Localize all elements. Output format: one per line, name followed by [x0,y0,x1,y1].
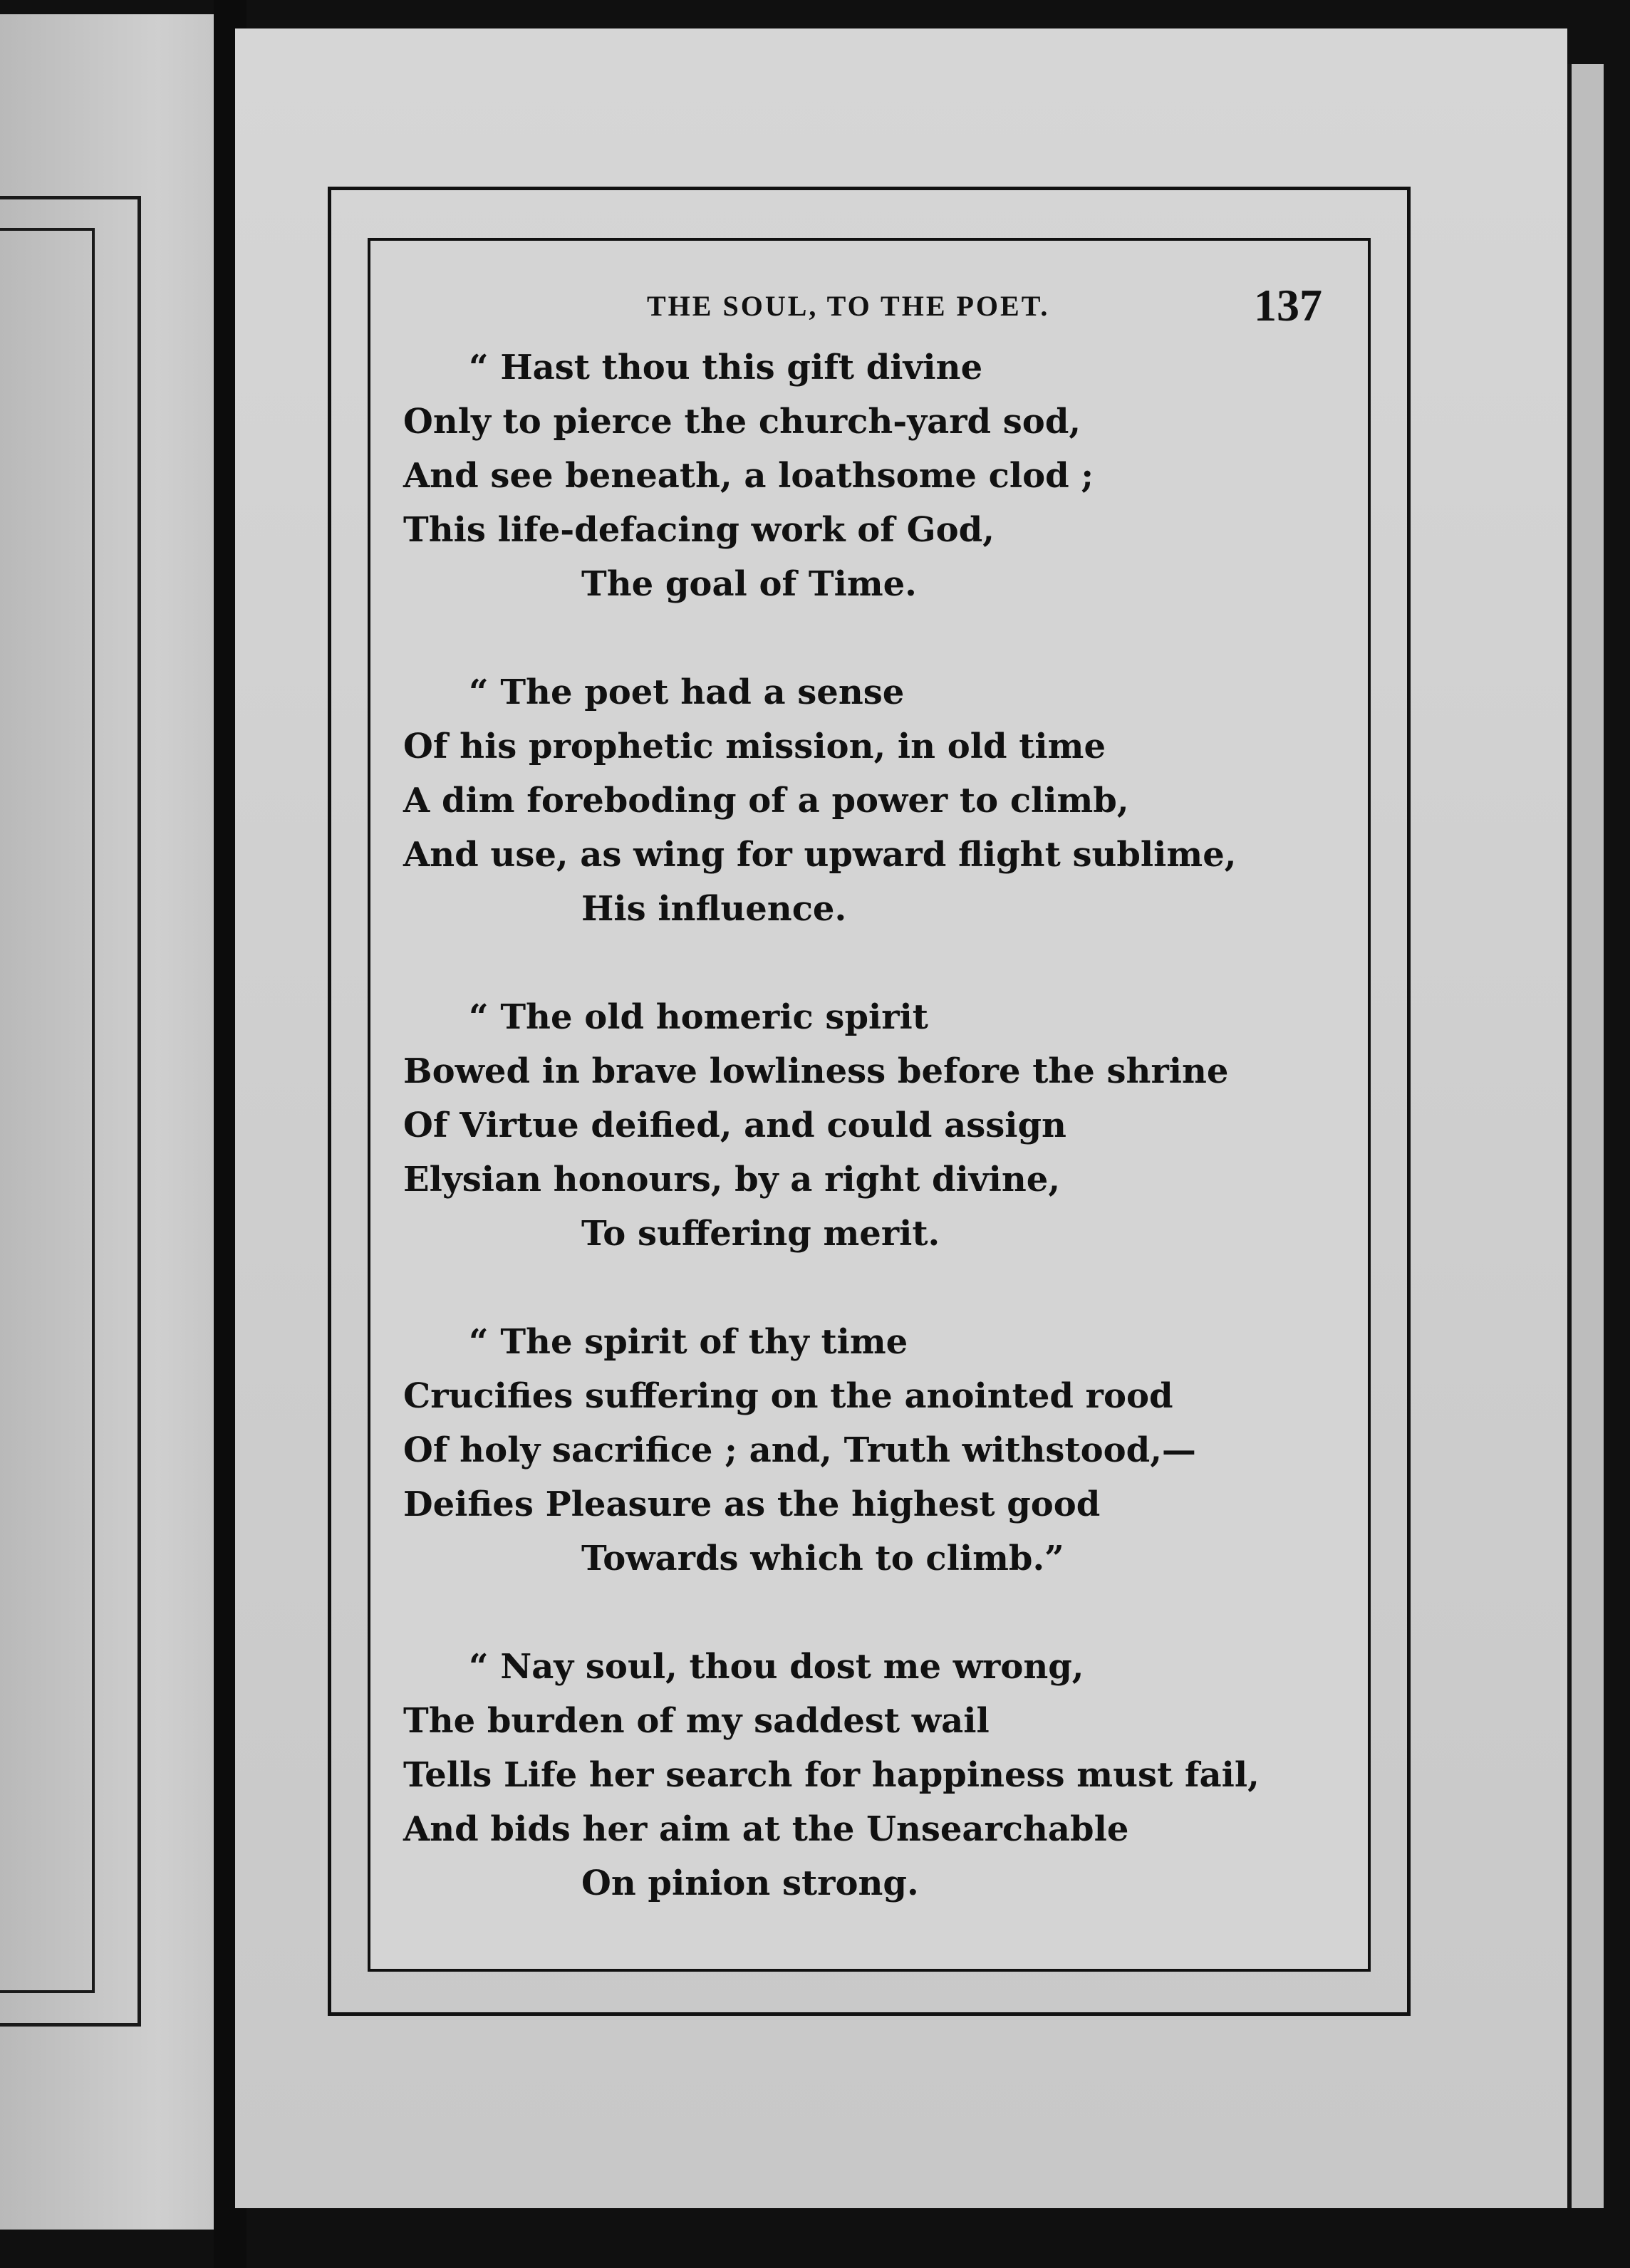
stanza [370,990,1368,1261]
page-header [370,282,1368,339]
stanza [370,1315,1368,1586]
poem-line: Bowed in brave lowliness before the shrine [403,1051,1229,1091]
poem-line: And see beneath, a loathsome clod ; [403,456,1094,496]
poem-line: His influence. [581,889,847,929]
poem [370,340,1368,1965]
poem-line: Deifies Pleasure as the highest good [403,1484,1101,1524]
poem-line: Crucifies suffering on the anointed rood [403,1376,1173,1416]
poem-line: Elysian honours, by a right divine, [403,1160,1061,1200]
stanza [370,1640,1368,1910]
poem-line: The goal of Time. [581,564,917,604]
poem-line: This life-defacing work of God, [403,510,995,550]
previous-page-inner-border [0,228,95,1993]
poem-line: “ The old homeric spirit [469,997,928,1037]
page-inner-border [368,238,1371,1972]
poem-line: Tells Life her search for happiness must fail, [403,1755,1260,1795]
next-page-edge [1567,64,1604,2208]
poem-line: Of Virtue deified, and could assign [403,1106,1066,1145]
previous-page-edge [0,14,227,2230]
poem-line: Of his prophetic mission, in old time [403,727,1106,766]
stanza [370,665,1368,936]
poem-line: “ The spirit of thy time [469,1322,908,1362]
poem-line: On pinion strong. [581,1863,919,1903]
page-number: 137 [1254,280,1322,331]
poem-line: “ Hast thou this gift divine [469,348,983,387]
poem-line: To suffering merit. [581,1214,940,1254]
poem-line: And use, as wing for upward flight sublime, [403,835,1237,875]
poem-line: Towards which to climb.” [581,1539,1064,1578]
poem-line: The burden of my saddest wail [403,1701,990,1741]
stanza [370,340,1368,611]
poem-line: And bids her aim at the Unsearchable [403,1809,1129,1849]
running-title: THE SOUL, TO THE POET. [647,290,1050,322]
poem-line: Only to pierce the church-yard sod, [403,402,1081,442]
poem-line: A dim foreboding of a power to climb, [403,781,1129,821]
poem-line: “ Nay soul, thou dost me wrong, [469,1647,1084,1687]
poem-line: Of holy sacrifice ; and, Truth withstood,— [403,1430,1196,1470]
poem-line: “ The poet had a sense [469,672,905,712]
